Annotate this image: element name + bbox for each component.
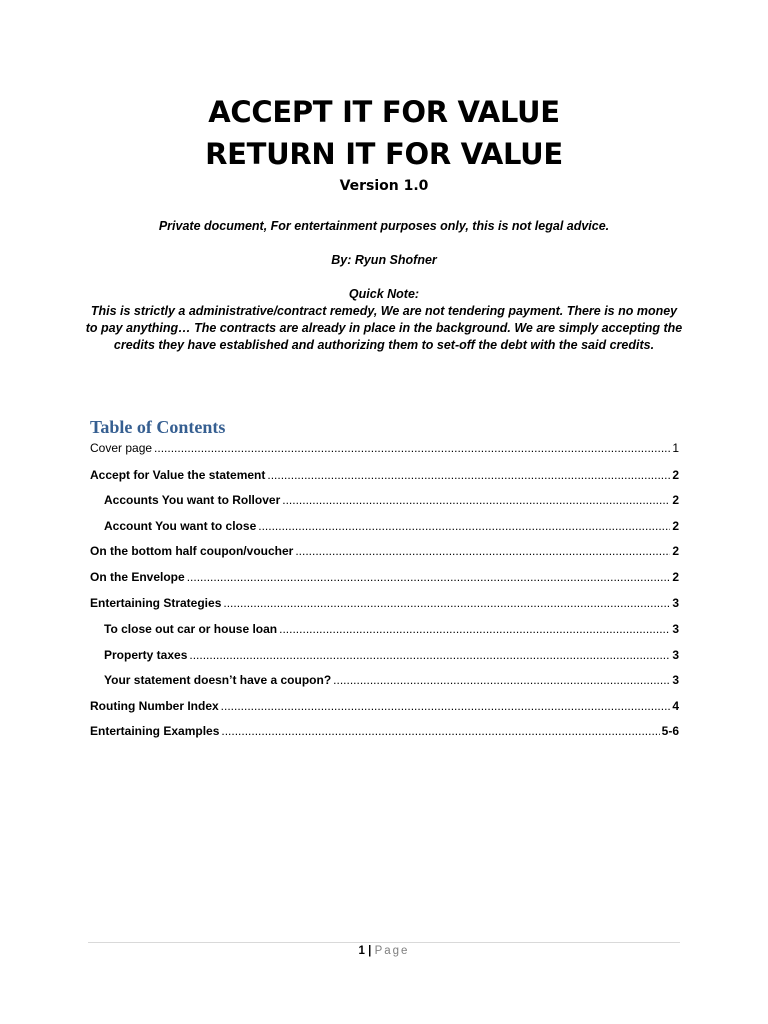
title-line-1: ACCEPT IT FOR VALUE: [208, 95, 560, 129]
toc-entry-page: 3: [672, 596, 679, 610]
toc-entry-label: Property taxes: [104, 648, 188, 662]
toc-entry[interactable]: [90, 568, 679, 586]
toc-leader-dots: [221, 697, 671, 715]
toc-entry-page: 2: [672, 570, 679, 584]
toc-entry-page: 2: [672, 468, 679, 482]
quick-note-heading: Quick Note:: [348, 287, 420, 301]
toc-entry[interactable]: [90, 542, 679, 560]
toc-entry[interactable]: [104, 517, 679, 535]
toc-leader-dots: [279, 620, 670, 638]
toc-entry[interactable]: [104, 646, 679, 664]
toc-entry-page: 2: [672, 493, 679, 507]
toc-entry[interactable]: [90, 439, 679, 457]
toc-entry-label: Entertaining Examples: [90, 724, 220, 738]
toc-entry-label: Accept for Value the statement: [90, 468, 266, 482]
toc-leader-dots: [189, 646, 670, 664]
toc-entry[interactable]: [90, 594, 679, 612]
toc-leader-dots: [282, 491, 670, 509]
toc-heading: Table of Contents: [90, 417, 226, 437]
toc-entry[interactable]: [104, 671, 679, 689]
toc-entry-label: Entertaining Strategies: [90, 596, 222, 610]
toc-entry-label: On the Envelope: [90, 570, 185, 584]
toc-entry-page: 1: [672, 441, 679, 455]
toc-entry-label: Cover page: [90, 441, 153, 455]
version-label: Version 1.0: [339, 178, 429, 194]
footer-separator: |: [368, 945, 372, 957]
title-line-2: RETURN IT FOR VALUE: [205, 137, 563, 171]
toc-leader-dots: [187, 568, 671, 586]
toc-entry-label: To close out car or house loan: [104, 622, 278, 636]
toc-entry-page: 2: [672, 544, 679, 558]
toc-leader-dots: [267, 466, 670, 484]
toc-entry[interactable]: [104, 620, 679, 638]
toc-leader-dots: [154, 439, 670, 457]
toc-entry[interactable]: [90, 466, 679, 484]
toc-entry-page: 3: [672, 648, 679, 662]
toc-entry-label: Your statement doesn’t have a coupon?: [104, 673, 332, 687]
toc-leader-dots: [223, 594, 670, 612]
author-line: By: Ryun Shofner: [331, 253, 437, 267]
toc-leader-dots: [221, 722, 659, 740]
disclaimer-text: Private document, For entertainment purposes only, this is not legal advice.: [158, 219, 610, 233]
toc-entry[interactable]: [90, 697, 679, 715]
toc-entry[interactable]: [90, 722, 679, 740]
toc-entry-label: On the bottom half coupon/voucher: [90, 544, 294, 558]
toc-entry-page: 2: [672, 519, 679, 533]
toc-entry[interactable]: [104, 491, 679, 509]
page-footer: [0, 945, 768, 957]
footer-page-number: 1: [358, 945, 365, 957]
toc-entry-page: 4: [672, 699, 679, 713]
footer-page-label: Page: [374, 945, 410, 957]
toc-entry-page: 5-6: [661, 724, 679, 738]
quick-note-body: This is strictly a administrative/contract remedy, We are not tendering payment. There is no money to pay anything… The contracts are already in place in the background. We are simply accepting the credits they have established and authorizing them to set-off the debt with the said credits.: [85, 304, 683, 352]
toc-entry-label: Accounts You want to Rollover: [104, 493, 281, 507]
toc-entry-label: Account You want to close: [104, 519, 257, 533]
toc-leader-dots: [333, 671, 670, 689]
toc-leader-dots: [258, 517, 670, 535]
toc-leader-dots: [295, 542, 670, 560]
footer-divider: [88, 942, 680, 943]
toc-entry-page: 3: [672, 673, 679, 687]
toc-entry-label: Routing Number Index: [90, 699, 219, 713]
toc-entry-page: 3: [672, 622, 679, 636]
